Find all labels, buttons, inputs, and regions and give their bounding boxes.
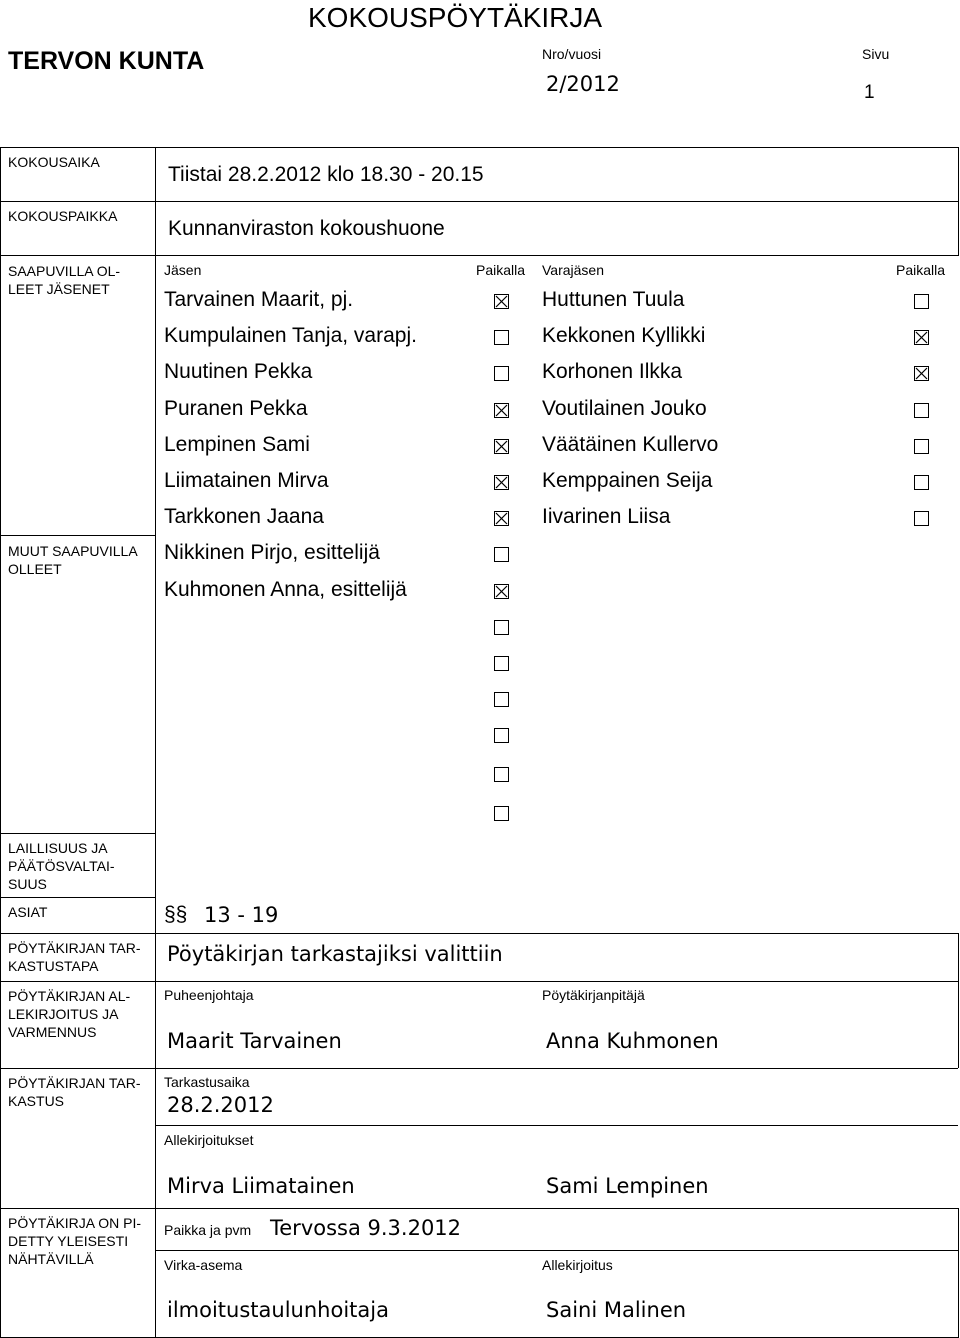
meeting-place-value: Kunnanviraston kokoushuone: [168, 217, 445, 240]
member-present-checkbox[interactable]: [494, 403, 509, 418]
legality-label: LAILLISUUS JA PÄÄTÖSVALTAI- SUUS: [8, 840, 115, 892]
secretary-value: Anna Kuhmonen: [546, 1029, 719, 1053]
member-present-checkbox[interactable]: [494, 294, 509, 309]
deputy-present-checkbox[interactable]: [914, 475, 929, 490]
member-present-checkbox[interactable]: [494, 330, 509, 345]
place-date-label: Paikka ja pvm: [164, 1222, 252, 1238]
inspection-method-value: Pöytäkirjan tarkastajiksi valittiin: [167, 942, 503, 966]
deputy-present-checkbox[interactable]: [914, 511, 929, 526]
other-attendee-name: Kuhmonen Anna, esittelijä: [164, 578, 407, 601]
other-present-checkbox[interactable]: [494, 620, 509, 635]
page-label: Sivu: [862, 46, 890, 62]
meeting-time-value: Tiistai 28.2.2012 klo 18.30 - 20.15: [168, 163, 484, 186]
row-divider: [0, 833, 156, 834]
matters-label: ASIAT: [8, 904, 48, 920]
table-left-border: [0, 147, 1, 1338]
member-name: Nuutinen Pekka: [164, 360, 313, 384]
meeting-time-label: KOKOUSAIKA: [8, 154, 100, 170]
deputy-name: Korhonen Ilkka: [542, 360, 683, 384]
row-divider: [0, 255, 958, 256]
deputy-name: Väätäinen Kullervo: [542, 432, 719, 456]
meeting-place-label: KOKOUSPAIKKA: [8, 208, 118, 224]
attendees-section-label: SAAPUVILLA OL- LEET JÄSENET: [8, 263, 121, 297]
other-present-checkbox[interactable]: [494, 584, 509, 599]
member-name: Liimatainen Mirva: [164, 469, 329, 492]
others-section-label: MUUT SAAPUVILLA OLLEET: [8, 543, 138, 577]
nro-label: Nro/vuosi: [542, 46, 602, 62]
inspection-label: PÖYTÄKIRJAN TAR- KASTUS: [8, 1075, 141, 1109]
inspection-divider: [156, 1125, 958, 1126]
row-divider: [0, 201, 958, 202]
label-column-divider: [155, 147, 156, 1338]
other-present-checkbox[interactable]: [494, 806, 509, 821]
public-divider: [156, 1250, 958, 1251]
row-divider: [0, 897, 156, 898]
position-value: ilmoitustaulunhoitaja: [167, 1298, 389, 1322]
public-display-label: PÖYTÄKIRJA ON PI- DETTY YLEISESTI NÄHTÄVILLÄ: [8, 1215, 142, 1267]
page-value: 1: [864, 82, 875, 103]
member-column-header: Jäsen: [164, 262, 202, 278]
member-present-checkbox[interactable]: [494, 475, 509, 490]
deputy-present-checkbox[interactable]: [914, 330, 929, 345]
deputy-column-header: Varajäsen: [542, 262, 605, 278]
doc-title: KOKOUSPÖYTÄKIRJA: [308, 2, 603, 33]
signing-label: PÖYTÄKIRJAN AL- LEKIRJOITUS JA VARMENNUS: [8, 988, 131, 1040]
member-name: Puranen Pekka: [164, 396, 308, 420]
deputy-name: Huttunen Tuula: [542, 288, 685, 311]
position-label: Virka-asema: [164, 1257, 243, 1273]
row-divider: [0, 1208, 958, 1209]
deputy-name: Iivarinen Liisa: [542, 505, 671, 529]
deputy-name: Voutilainen Jouko: [542, 396, 707, 420]
inspection-method-label: PÖYTÄKIRJAN TAR- KASTUSTAPA: [8, 940, 141, 974]
row-divider: [0, 933, 958, 934]
chair-value: Maarit Tarvainen: [167, 1029, 342, 1053]
signature-label: Allekirjoitus: [542, 1257, 613, 1273]
right-border-lower: [958, 1208, 959, 1338]
other-present-checkbox[interactable]: [494, 547, 509, 562]
inspection-time-value: 28.2.2012: [167, 1093, 274, 1117]
row-divider: [0, 1068, 958, 1069]
right-border-lower: [958, 933, 959, 1068]
member-present-checkbox[interactable]: [494, 511, 509, 526]
row-divider: [0, 535, 156, 536]
inspection-time-label: Tarkastusaika: [164, 1074, 250, 1090]
matters-value: 13 - 19: [204, 903, 279, 927]
deputy-present-checkbox[interactable]: [914, 439, 929, 454]
member-present-checkbox[interactable]: [494, 366, 509, 381]
table-right-border: [958, 147, 959, 256]
place-date-value: Tervossa 9.3.2012: [270, 1216, 462, 1240]
deputy-name: Kemppainen Seija: [542, 469, 713, 492]
deputy-present-checkbox[interactable]: [914, 403, 929, 418]
row-divider: [0, 981, 958, 982]
signer-2: Sami Lempinen: [546, 1174, 709, 1198]
other-attendee-name: Nikkinen Pirjo, esittelijä: [164, 541, 380, 564]
member-present-checkbox[interactable]: [494, 439, 509, 454]
secretary-label: Pöytäkirjanpitäjä: [542, 987, 645, 1003]
municipality-name: TERVON KUNTA: [8, 47, 205, 75]
other-present-checkbox[interactable]: [494, 728, 509, 743]
deputy-present-checkbox[interactable]: [914, 294, 929, 309]
signature-value: Saini Malinen: [546, 1298, 687, 1322]
member-name: Lempinen Sami: [164, 432, 310, 456]
member-name: Tarkkonen Jaana: [164, 505, 324, 529]
signer-1: Mirva Liimatainen: [167, 1174, 355, 1198]
other-present-checkbox[interactable]: [494, 767, 509, 782]
deputy-present-checkbox[interactable]: [914, 366, 929, 381]
deputy-name: Kekkonen Kyllikki: [542, 324, 706, 348]
present-column-header: Paikalla: [476, 262, 526, 278]
chair-label: Puheenjohtaja: [164, 987, 254, 1003]
other-present-checkbox[interactable]: [494, 692, 509, 707]
member-name: Tarvainen Maarit, pj.: [164, 288, 354, 311]
nro-value: 2/2012: [546, 72, 620, 96]
sections-symbol: §§: [164, 903, 188, 926]
deputy-present-column-header: Paikalla: [896, 262, 946, 278]
member-name: Kumpulainen Tanja, varapj.: [164, 324, 417, 348]
signatures-label: Allekirjoitukset: [164, 1132, 254, 1148]
table-top-border: [0, 147, 958, 148]
other-present-checkbox[interactable]: [494, 656, 509, 671]
